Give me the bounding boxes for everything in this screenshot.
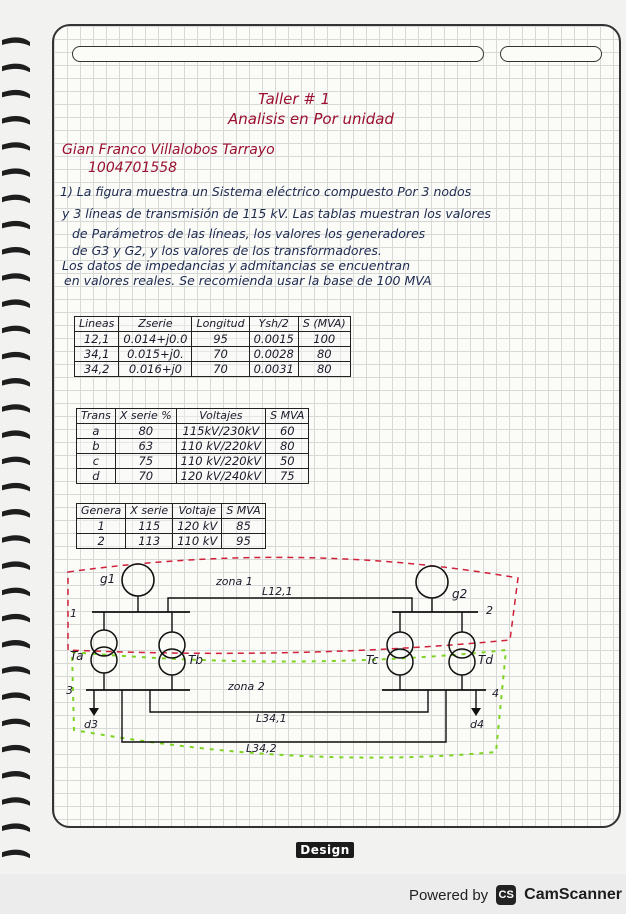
table-cell: c <box>77 454 116 469</box>
label-node4: 4 <box>492 687 499 700</box>
table-cell: 60 <box>266 424 309 439</box>
label-ta: Ta <box>70 649 84 663</box>
table-cell: 85 <box>222 519 265 534</box>
table-cell: 0.015+j0. <box>119 347 192 362</box>
load-d3-arrow <box>89 708 99 716</box>
camscanner-icon: CS <box>496 885 516 905</box>
title-line-2: Analisis en Por unidad <box>228 110 394 128</box>
table-header-cell: Trans <box>77 409 116 424</box>
label-l12-1: L12,1 <box>262 585 293 598</box>
table-cell: 50 <box>266 454 309 469</box>
problem-line-2: y 3 líneas de transmisión de 115 kV. Las tablas muestran los valores <box>62 206 491 221</box>
table-header-cell: Zserie <box>119 317 192 332</box>
table-cell: 2 <box>77 534 126 549</box>
table-cell: a <box>77 424 116 439</box>
table-cell: 63 <box>115 439 176 454</box>
label-zona1: zona 1 <box>216 575 253 588</box>
table-cell: d <box>77 469 116 484</box>
table-cell: 115kV/230kV <box>176 424 265 439</box>
table-cell: 80 <box>115 424 176 439</box>
label-l34-2: L34,2 <box>246 742 277 755</box>
problem-line-6: en valores reales. Se recomienda usar la base de 100 MVA <box>64 273 432 288</box>
table-cell: 115 <box>126 519 173 534</box>
table-cell: 95 <box>192 332 249 347</box>
table-cell: 75 <box>115 454 176 469</box>
transformer-td-secondary <box>449 649 475 675</box>
powered-by-text: Powered by <box>408 886 489 904</box>
table-cell: 80 <box>298 347 350 362</box>
table-cell: 95 <box>222 534 265 549</box>
scanner-watermark <box>409 882 622 908</box>
table-cell: 113 <box>126 534 173 549</box>
label-td: Td <box>478 653 493 667</box>
label-node2: 2 <box>486 604 493 617</box>
transformer-ta-primary <box>91 630 117 656</box>
table-header-cell: X serie <box>126 504 173 519</box>
table-cell: 0.014+j0.0 <box>119 332 192 347</box>
label-zona2: zona 2 <box>228 680 265 693</box>
table-header-cell: Ysh/2 <box>249 317 298 332</box>
table-header-cell: S MVA <box>222 504 265 519</box>
table-cell: 34,1 <box>75 347 119 362</box>
table-header-cell: S MVA <box>266 409 309 424</box>
label-g1: g1 <box>100 572 116 586</box>
table-cell: 1 <box>77 519 126 534</box>
table-cell: 100 <box>298 332 350 347</box>
problem-line-5: Los datos de impedancias y admitancias se encuentran <box>62 258 411 273</box>
table-header-cell: Voltajes <box>176 409 265 424</box>
table-cell: 110 kV/220kV <box>176 439 265 454</box>
table-cell: 0.016+j0 <box>119 362 192 377</box>
problem-line-1: 1) La figura muestra un Sistema eléctrico compuesto Por 3 nodos <box>60 184 472 199</box>
label-tc: Tc <box>366 653 379 667</box>
transformer-tb-primary <box>159 632 185 658</box>
table-header-cell: S (MVA) <box>298 317 350 332</box>
table-cell: 12,1 <box>75 332 119 347</box>
camscanner-brand: CamScanner <box>524 886 622 903</box>
table-header-cell: Lineas <box>75 317 119 332</box>
table-cell: 120 kV/240kV <box>176 469 265 484</box>
transformer-ta-secondary <box>91 647 117 673</box>
table-cell: 70 <box>115 469 176 484</box>
label-node1: 1 <box>70 607 77 620</box>
table-cell: 80 <box>266 439 309 454</box>
label-d4: d4 <box>470 718 484 731</box>
table-cell: 70 <box>192 362 249 377</box>
label-tb: Tb <box>188 653 203 667</box>
label-node3: 3 <box>66 684 73 697</box>
line-l34-1 <box>150 690 428 712</box>
problem-line-3: de Parámetros de las líneas, los valores los generadores <box>72 226 426 241</box>
author-name: Gian Franco Villalobos Tarrayo <box>62 142 275 158</box>
transformer-tc-secondary <box>387 649 413 675</box>
table-header-cell: Genera <box>77 504 126 519</box>
generator-g2 <box>416 566 448 598</box>
title-line-1: Taller # 1 <box>258 90 331 108</box>
table-cell: 0.0015 <box>249 332 298 347</box>
table-header-cell: Voltaje <box>173 504 222 519</box>
table-cell: 110 kV <box>173 534 222 549</box>
table-header-cell: Longitud <box>192 317 249 332</box>
table-header-cell: X serie % <box>115 409 176 424</box>
table-cell: 0.0031 <box>249 362 298 377</box>
table-cell: 120 kV <box>173 519 222 534</box>
load-d4-arrow <box>471 708 481 716</box>
table-cell: 80 <box>298 362 350 377</box>
generator-g1 <box>122 564 154 596</box>
table-cell: 75 <box>266 469 309 484</box>
label-l34-1: L34,1 <box>256 712 287 725</box>
author-id: 1004701558 <box>88 160 178 176</box>
label-g2: g2 <box>452 587 468 601</box>
problem-line-4: de G3 y G2, y los valores de los transformadores. <box>72 243 382 258</box>
table-cell: 0.0028 <box>249 347 298 362</box>
label-d3: d3 <box>84 718 98 731</box>
line-l12-1 <box>168 598 412 612</box>
table-cell: 34,2 <box>75 362 119 377</box>
table-cell: 70 <box>192 347 249 362</box>
transformer-tc-primary <box>387 632 413 658</box>
table-cell: 110 kV/220kV <box>176 454 265 469</box>
table-cell: b <box>77 439 116 454</box>
notebook-brand-logo: Design <box>296 842 354 858</box>
